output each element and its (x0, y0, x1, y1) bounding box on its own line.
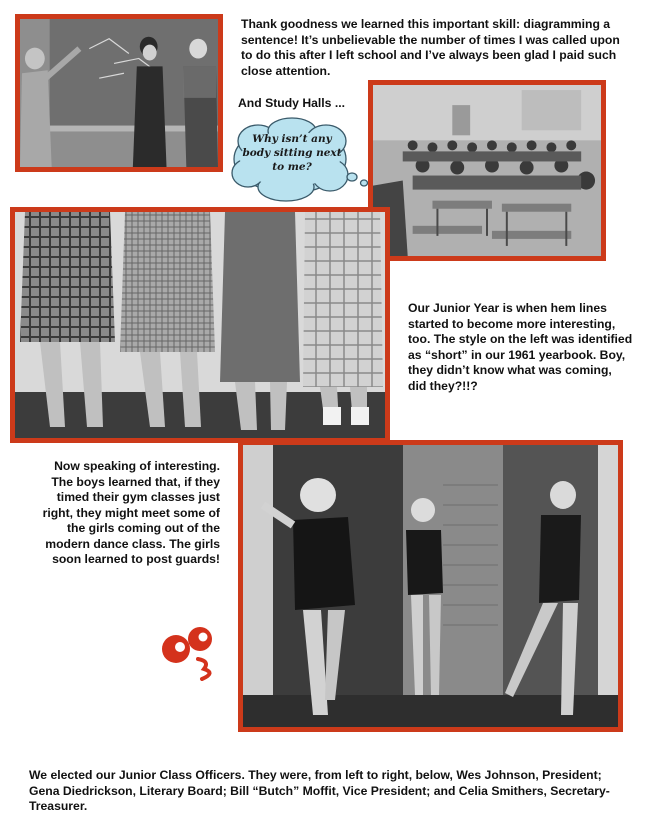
googly-eyes-icon (158, 625, 220, 681)
caption-gym: Now speaking of interesting. The boys learned that, if they timed their gym classes just right, they might meet some of the girls coming out of the modern dance class. The girls soon learned to post guards! (42, 459, 220, 566)
caption-officers: We elected our Junior Class Officers. They were, from left to right, below, Wes Johnson, President; Gena Diedrickson, Literary Board; Bill “Butch” Moffit, Vice President; and Celia Smithers, Secretary-Treasurer. (29, 768, 610, 813)
photo-dance-class (238, 440, 623, 732)
caption-hemlines: Our Junior Year is when hem lines started to become more interesting, too. The style on the left was identified as “short” in our 1961 yearbook. Boy, they didn’t know what was coming, did they?!!? (408, 301, 633, 393)
cloud-caption: Why isn’t any body sitting next to me? (242, 133, 342, 173)
photo-chalkboard (15, 14, 223, 172)
caption-diagramming: Thank goodness we learned this important skill: diagramming a sentence! It’s unbelievable the number of times I was called upon to do this after I left school and I’ve always been glad I paid such close attention. (241, 17, 620, 78)
caption-study-halls: And Study Halls ... (238, 96, 345, 110)
photo-study-hall (368, 80, 606, 261)
photo-hemlines (10, 207, 390, 443)
